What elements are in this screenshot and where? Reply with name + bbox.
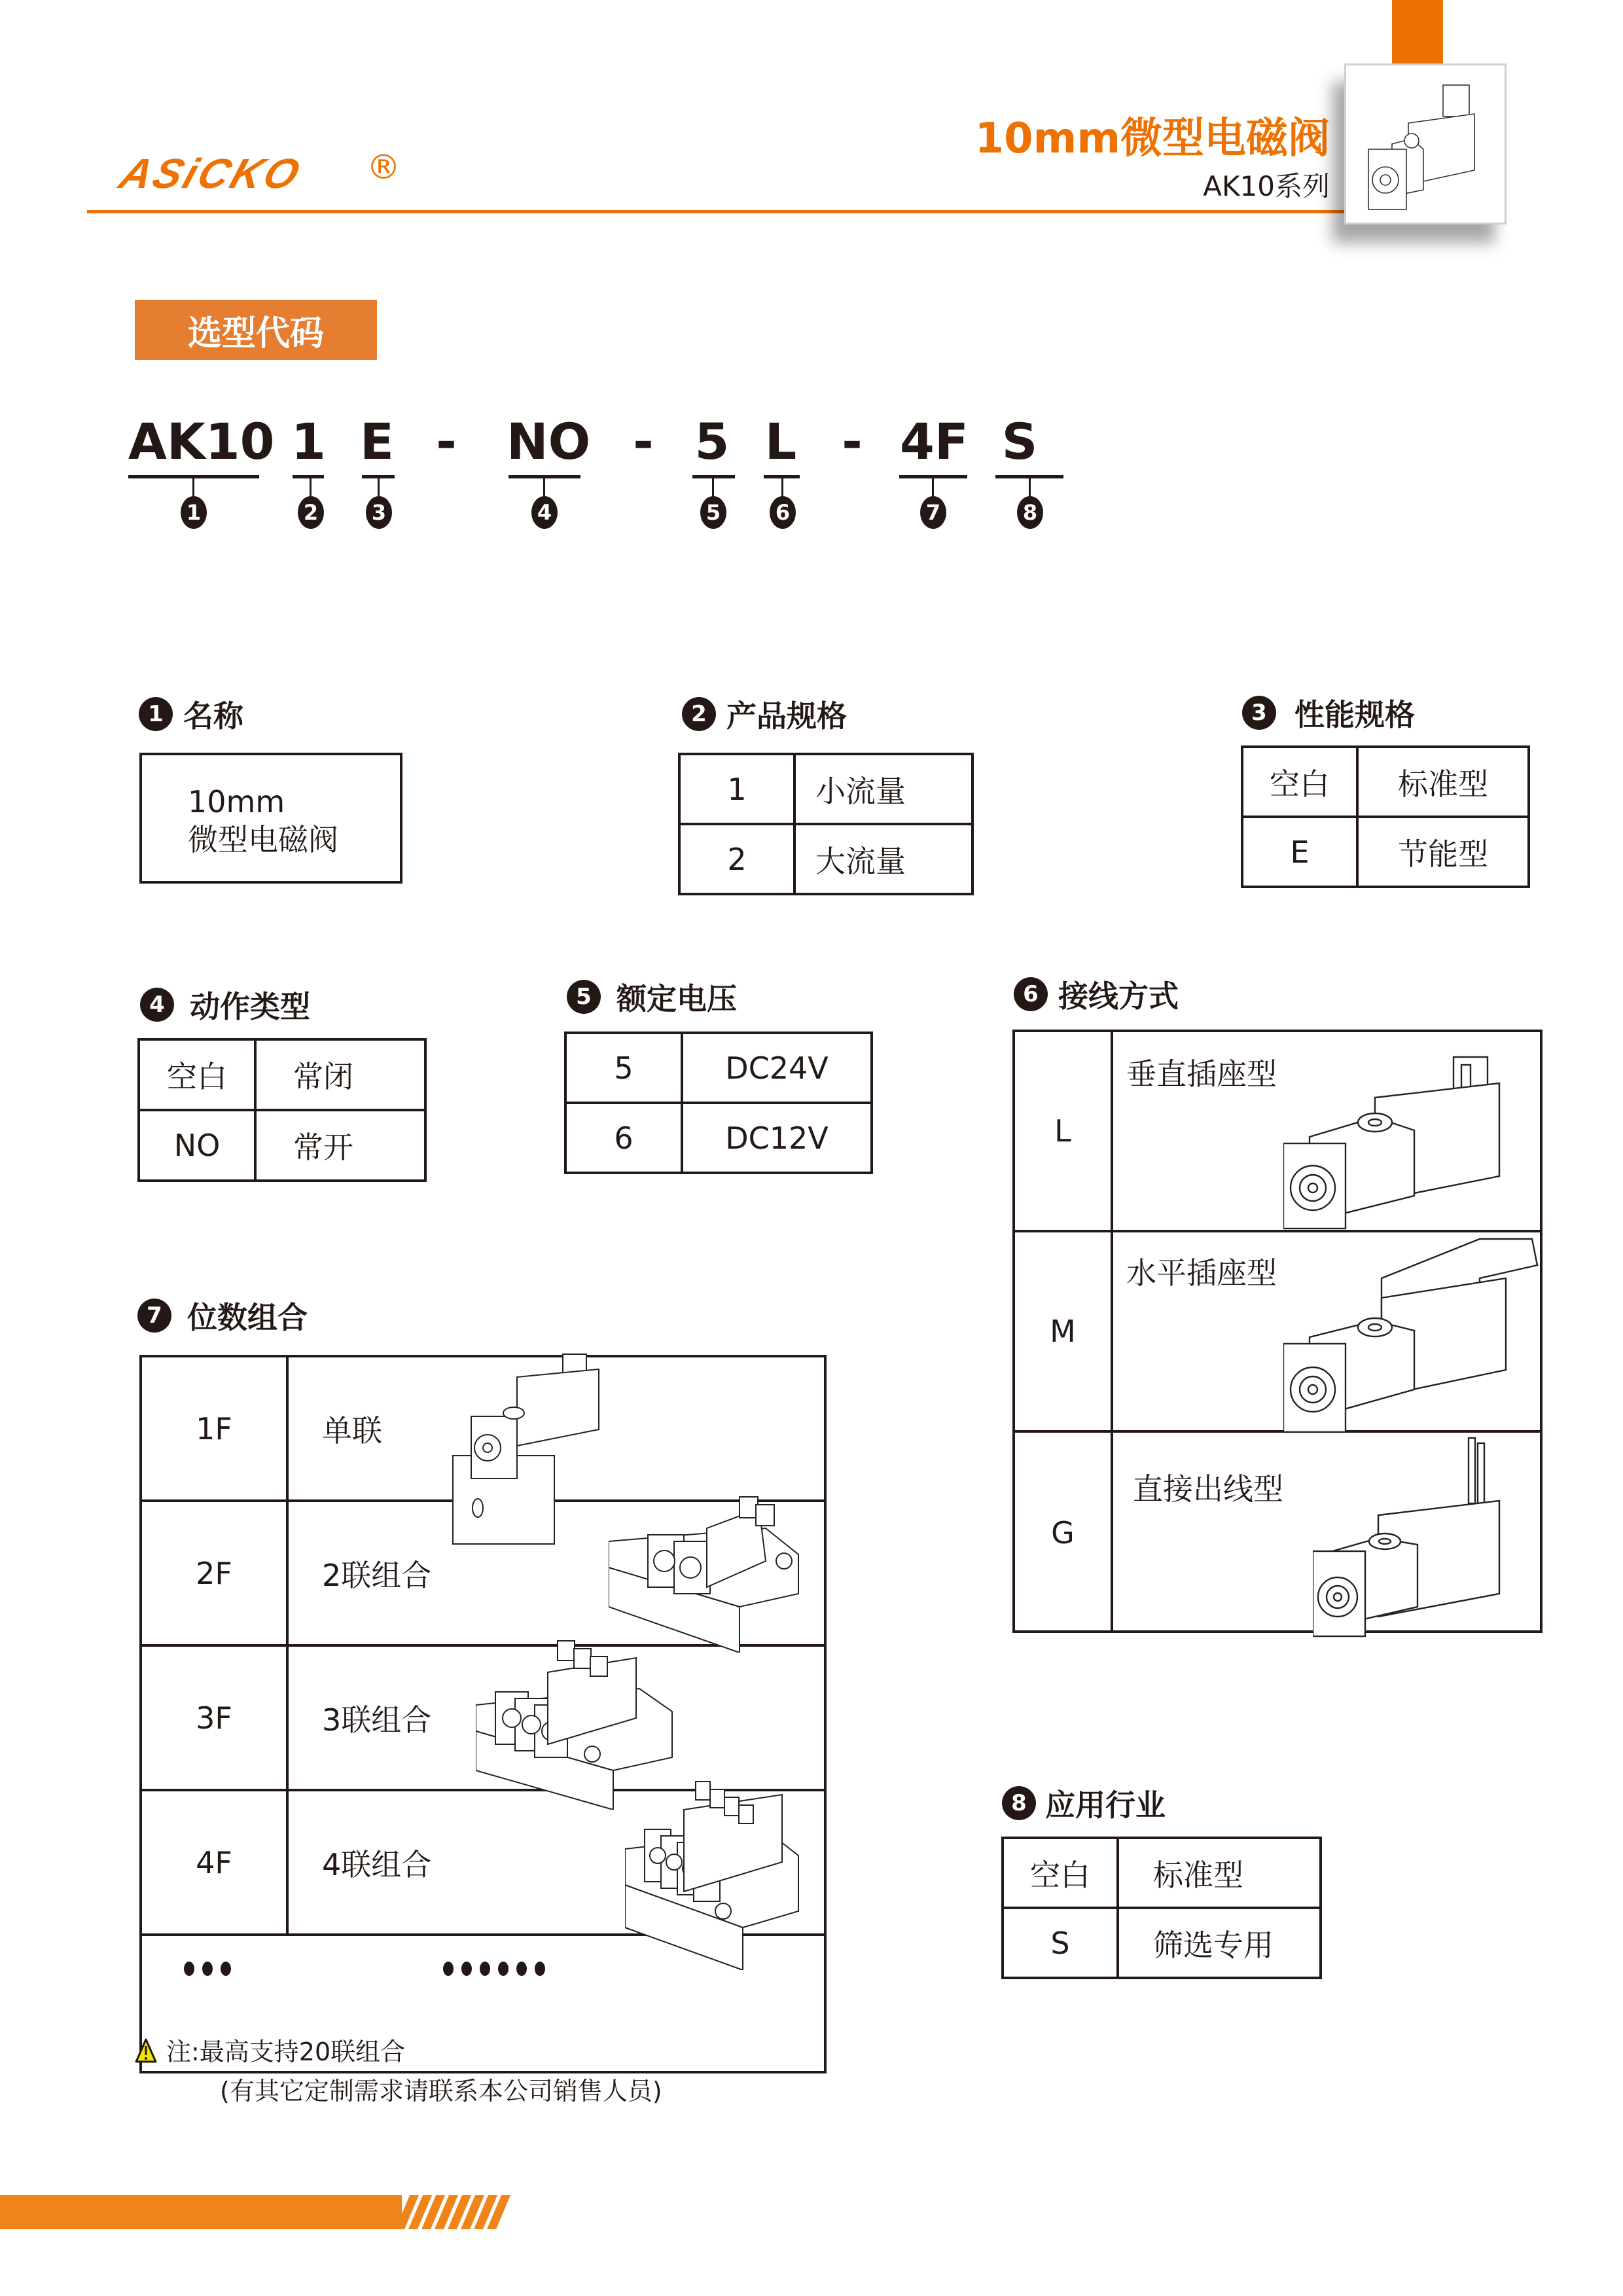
section-header-action-type [140,983,310,1026]
valve-2-station-icon [609,1496,812,1653]
table-cell-desc: 标准型 [1118,1838,1321,1908]
code-separator: - [842,412,863,471]
rated-voltage-table [564,1031,873,1174]
table-cell-desc: 垂直插座型 [1126,1056,1277,1092]
table-cell-desc: 4联组合 [322,1846,432,1882]
note-line-1: 注:最高支持20联组合 [166,2037,406,2066]
table-row [1003,1908,1321,1978]
code-segment: L [764,412,797,471]
name-box [139,753,402,884]
table-row [1015,1433,1540,1633]
ellipsis-code [184,1936,231,2001]
section-header-product-spec [682,692,847,736]
valve-direct-wire-icon [1313,1437,1509,1642]
header-divider [87,210,1357,213]
table-cell-code: 2F [142,1502,289,1644]
valve-thumbnail-icon [1346,65,1505,223]
table-cell-desc: DC12V [682,1103,872,1173]
table-cell-code: M [1015,1232,1113,1430]
performance-spec-table [1241,745,1530,888]
code-index-badge: 1 [181,496,207,529]
table-cell-desc: 直接出线型 [1133,1471,1283,1507]
section-number-badge: 7 [137,1299,171,1333]
note [135,2034,662,2109]
section-tag-model-code: 选型代码 [135,300,377,360]
application-table [1001,1837,1322,1979]
section-header-wiring [1014,973,1179,1016]
page-title: 10mm微型电磁阀 [974,115,1330,163]
table-cell-code: 4F [142,1791,289,1933]
section-title: 名称 [183,698,243,734]
table-cell-desc: 筛选专用 [1118,1908,1321,1978]
table-row [679,754,972,824]
code-segment: E [360,412,394,471]
table-cell-desc: 节能型 [1357,817,1529,887]
table-cell-desc: 水平插座型 [1126,1255,1277,1291]
code-separator: - [633,412,654,471]
section-header-name [139,692,243,736]
code-segment: AK10 [128,412,275,471]
registered-mark: ® [366,148,401,187]
footer-bar [0,2195,402,2229]
section-number-badge: 2 [682,697,716,731]
table-cell-desc: 单联 [322,1412,382,1448]
code-segment: S [1001,412,1038,471]
section-title: 位数组合 [187,1300,308,1335]
table-row [679,824,972,894]
section-title: 接线方式 [1058,978,1179,1014]
name-line: 10mm [188,784,285,819]
warning-icon [135,2038,157,2073]
section-number-badge: 4 [140,988,174,1022]
footer-stripes [393,2195,602,2232]
valve-horizontal-socket-icon [1283,1232,1545,1438]
section-header-performance-spec [1242,691,1415,734]
section-title: 产品规格 [726,698,847,734]
table-row [1015,1232,1540,1433]
table-cell-desc: 3联组合 [322,1702,432,1738]
code-segment: NO [507,412,591,471]
code-separator: - [436,412,457,471]
table-cell-code: 5 [565,1033,682,1103]
table-cell-desc: 标准型 [1357,747,1529,817]
code-index-badge: 8 [1017,496,1043,529]
table-row [139,1110,425,1181]
section-header-station-combo [137,1294,308,1337]
table-cell-code: 空白 [1003,1838,1118,1908]
table-cell-code: G [1015,1433,1113,1633]
table-cell-code: 空白 [139,1039,255,1110]
section-title: 额定电压 [616,981,737,1016]
section-number-badge: 5 [567,980,601,1014]
code-index-badge: 4 [531,496,558,529]
product-spec-table [678,753,974,895]
wiring-table [1012,1030,1543,1633]
table-row [1242,747,1529,817]
page-subtitle: AK10系列 [1203,170,1330,202]
table-row [1015,1032,1540,1232]
section-number-badge: 3 [1242,696,1276,730]
table-cell-desc: 2联组合 [322,1557,432,1593]
action-type-table [137,1038,427,1182]
table-cell-code: L [1015,1032,1113,1230]
table-row [139,1039,425,1110]
table-cell-code: 空白 [1242,747,1357,817]
header-accent-tab [1392,0,1443,64]
table-cell-code: 2 [679,824,794,894]
table-cell-code: E [1242,817,1357,887]
table-cell-desc: 常开 [255,1110,425,1181]
table-row [565,1103,872,1173]
table-cell-desc: 小流量 [794,754,972,824]
code-index-badge: 3 [366,496,392,529]
table-cell-code: NO [139,1110,255,1181]
code-segment: 1 [291,412,326,471]
code-index-badge: 6 [770,496,796,529]
code-segment: 5 [694,412,730,471]
code-segment: 4F [900,412,969,471]
table-cell-code: 6 [565,1103,682,1173]
section-title: 应用行业 [1045,1787,1166,1823]
table-cell-desc: DC24V [682,1033,872,1103]
table-cell-code: 1F [142,1357,289,1499]
section-header-rated-voltage [567,975,737,1018]
table-row [1003,1838,1321,1908]
section-header-application [1002,1782,1166,1825]
valve-vertical-socket-icon [1283,1045,1545,1244]
table-row [565,1033,872,1103]
table-cell-code: 1 [679,754,794,824]
table-cell-desc: 常闭 [255,1039,425,1110]
brand-logo: ASiCKO [114,150,308,197]
section-number-badge: 1 [139,697,173,731]
table-cell-desc: 大流量 [794,824,972,894]
ellipsis-desc [443,1936,545,2001]
section-title: 性能规格 [1294,697,1415,732]
code-index-badge: 7 [920,496,946,529]
code-index-badge: 5 [700,496,726,529]
name-line: 微型电磁阀 [188,822,338,857]
table-cell-code: S [1003,1908,1118,1978]
note-line-2: (有其它定制需求请联系本公司销售人员) [220,2077,662,2106]
section-number-badge: 8 [1002,1786,1036,1820]
section-number-badge: 6 [1014,977,1048,1011]
code-underline [293,475,324,478]
table-row [1242,817,1529,887]
product-thumbnail [1344,63,1507,224]
code-index-badge: 2 [298,496,324,529]
table-cell-code: 3F [142,1647,289,1789]
valve-4-station-icon [625,1780,815,1970]
valve-single-icon [452,1351,609,1547]
section-title: 动作类型 [190,989,310,1024]
